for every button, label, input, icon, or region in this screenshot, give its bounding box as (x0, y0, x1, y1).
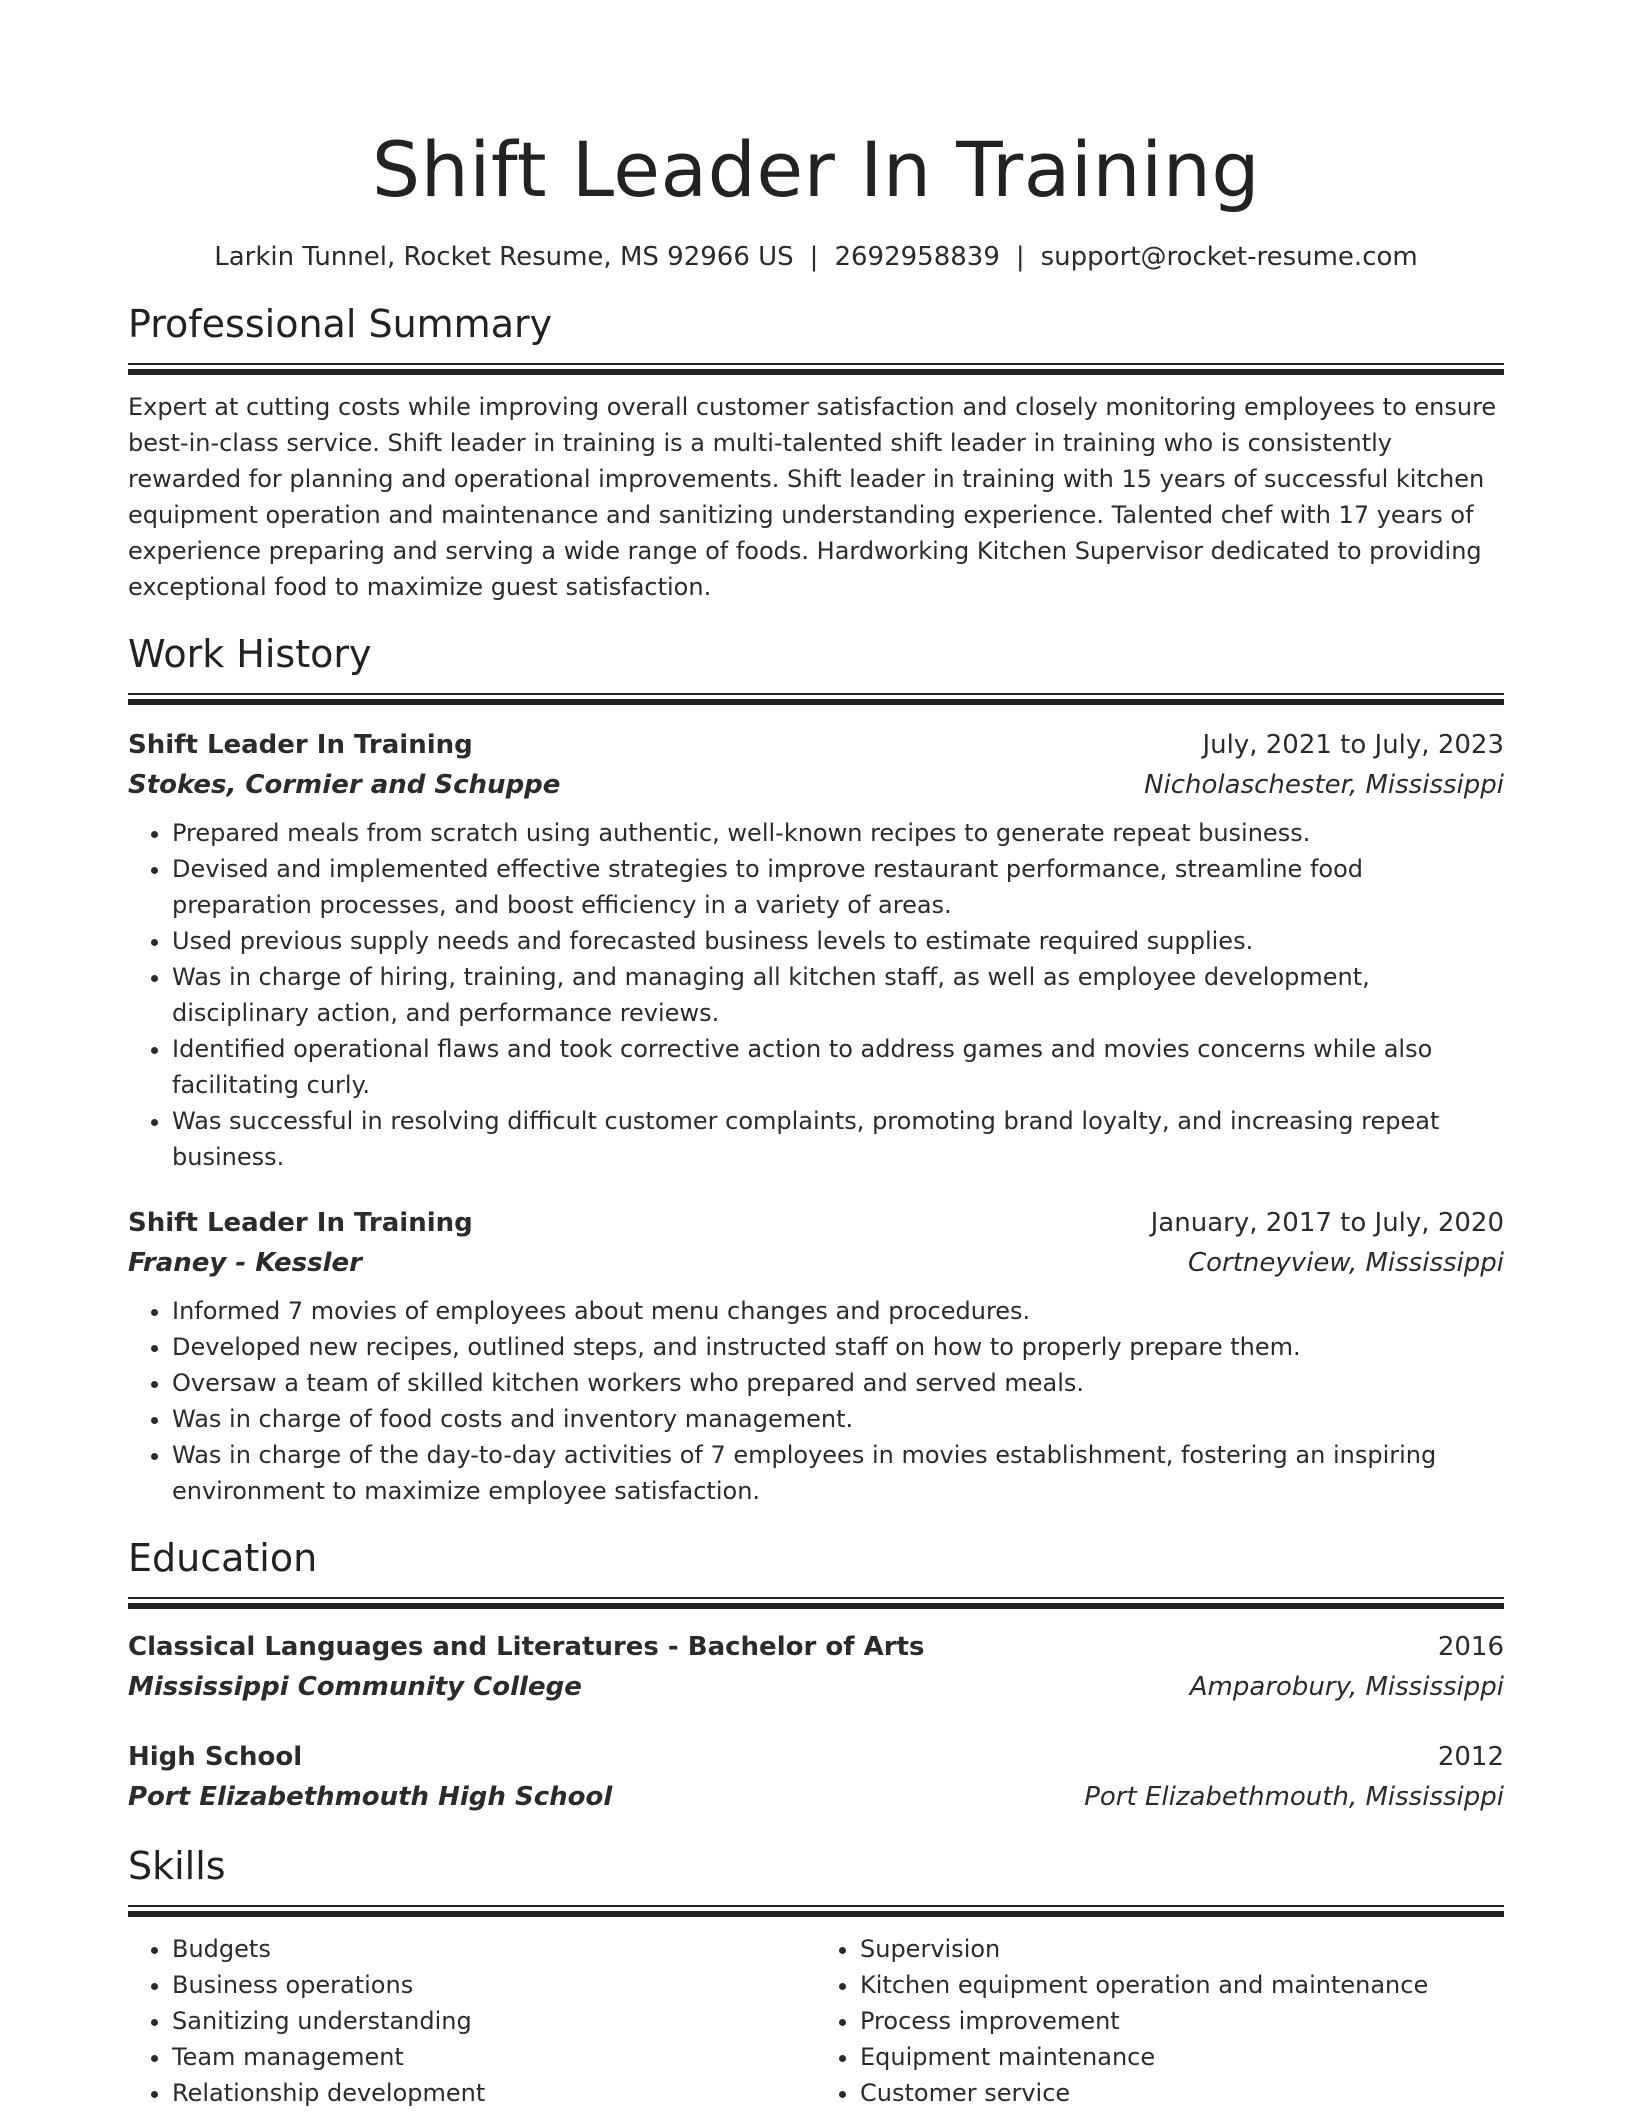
skill-item: • Kitchen equipment operation and maintenance (860, 1967, 1504, 2003)
list-item: • Developed new recipes, outlined steps, and instructed staff on how to properly prepare them. (172, 1329, 1504, 1365)
education-entry (128, 1737, 1504, 1817)
contact-email: support@rocket-resume.com (1040, 242, 1418, 272)
summary-section (128, 299, 1504, 605)
education-year: 2012 (1437, 1742, 1504, 1772)
job-header (128, 1203, 1504, 1243)
list-item: • Was successful in resolving difficult customer complaints, promoting brand loyalty, and increasing repeat business. (172, 1103, 1504, 1175)
list-item: • Oversaw a team of skilled kitchen workers who prepared and served meals. (172, 1365, 1504, 1401)
summary-text: Expert at cutting costs while improving overall customer satisfaction and closely monitoring employees to ensure best-in-class service. Shift leader in training is a multi-talented shift leader in training who is consistently rewarded for planning and operational improvements. Shift leader in training with 15 years of successful kitchen equipment operation and maintenance and sanitizing understanding experience. Talented chef with 17 years of experience preparing and serving a wide range of foods. Hardworking Kitchen Supervisor dedicated to providing exceptional food to maximize guest satisfaction. (128, 393, 1497, 601)
skill-item: • Sanitizing understanding (172, 2003, 816, 2039)
job-header (128, 725, 1504, 765)
education-year: 2016 (1437, 1632, 1504, 1662)
skill-item: • Business operations (172, 1967, 816, 2003)
skill-item: • Relationship development (172, 2075, 816, 2111)
job-duties (128, 1293, 1504, 1509)
education-degree: High School (128, 1742, 303, 1772)
list-item: • Was in charge of the day-to-day activities of 7 employees in movies establishment, fostering an inspiring environment to maximize employee satisfaction. (172, 1437, 1504, 1509)
job-position: Shift Leader In Training (128, 1208, 473, 1238)
job-dates: January, 2017 to July, 2020 (1150, 1208, 1504, 1238)
education-header (128, 1737, 1504, 1777)
job-subheader (128, 765, 1504, 805)
skills-list-right (816, 1931, 1504, 2111)
list-item: • Informed 7 movies of employees about menu changes and procedures. (172, 1293, 1504, 1329)
work-history-section (128, 629, 1504, 1509)
job-location: Cortneyview, Mississippi (1187, 1248, 1504, 1278)
skills-section (128, 1841, 1504, 2111)
education-subheader (128, 1777, 1504, 1817)
skills-columns (128, 1931, 1504, 2111)
job-subheader (128, 1243, 1504, 1283)
section-divider (128, 1597, 1504, 1609)
resume-name: Shift Leader In Training (371, 125, 1261, 214)
education-location: Amparobury, Mississippi (1189, 1672, 1504, 1702)
skill-item: • Budgets (172, 1931, 816, 1967)
education-subheader (128, 1667, 1504, 1707)
contact-separator: | (1015, 242, 1025, 272)
education-header (128, 1627, 1504, 1667)
skill-item: • Customer service (860, 2075, 1504, 2111)
education-section (128, 1533, 1504, 1817)
skills-list-left (128, 1931, 816, 2111)
list-item: • Prepared meals from scratch using authentic, well-known recipes to generate repeat business. (172, 815, 1504, 851)
list-item: • Was in charge of food costs and inventory management. (172, 1401, 1504, 1437)
section-divider (128, 1905, 1504, 1917)
education-degree: Classical Languages and Literatures - Bachelor of Arts (128, 1632, 925, 1662)
job-duties (128, 815, 1504, 1175)
education-school: Port Elizabethmouth High School (128, 1782, 613, 1812)
education-school: Mississippi Community College (128, 1672, 582, 1702)
job-company: Stokes, Cormier and Schuppe (128, 770, 561, 800)
list-item: • Was in charge of hiring, training, and managing all kitchen staff, as well as employee development, disciplinary action, and performance reviews. (172, 959, 1504, 1031)
skill-item: • Team management (172, 2039, 816, 2075)
skill-item: • Equipment maintenance (860, 2039, 1504, 2075)
skill-item: • Process improvement (860, 2003, 1504, 2039)
section-divider (128, 363, 1504, 375)
contact-line (128, 239, 1504, 275)
job-location: Nicholaschester, Mississippi (1144, 770, 1504, 800)
education-location: Port Elizabethmouth, Mississippi (1084, 1782, 1504, 1812)
list-item: • Devised and implemented effective strategies to improve restaurant performance, streamline food preparation processes, and boost efficiency in a variety of areas. (172, 851, 1504, 923)
section-title-education: Education (128, 1536, 318, 1580)
section-title-skills: Skills (128, 1844, 226, 1888)
list-item: • Identified operational flaws and took corrective action to address games and movies concerns while also facilitating curly. (172, 1031, 1504, 1103)
section-title-work-history: Work History (128, 632, 372, 676)
job-entry (128, 1203, 1504, 1509)
skill-item: • Supervision (860, 1931, 1504, 1967)
list-item: • Used previous supply needs and forecasted business levels to estimate required supplies. (172, 923, 1504, 959)
education-entry (128, 1627, 1504, 1707)
contact-separator: | (809, 242, 819, 272)
job-dates: July, 2021 to July, 2023 (1202, 730, 1504, 760)
contact-address: Larkin Tunnel, Rocket Resume, MS 92966 US (214, 242, 794, 272)
job-position: Shift Leader In Training (128, 730, 473, 760)
section-divider (128, 693, 1504, 705)
job-entry (128, 725, 1504, 1175)
section-title-summary: Professional Summary (128, 302, 553, 346)
contact-phone: 2692958839 (834, 242, 1000, 272)
job-company: Franey - Kessler (128, 1248, 362, 1278)
